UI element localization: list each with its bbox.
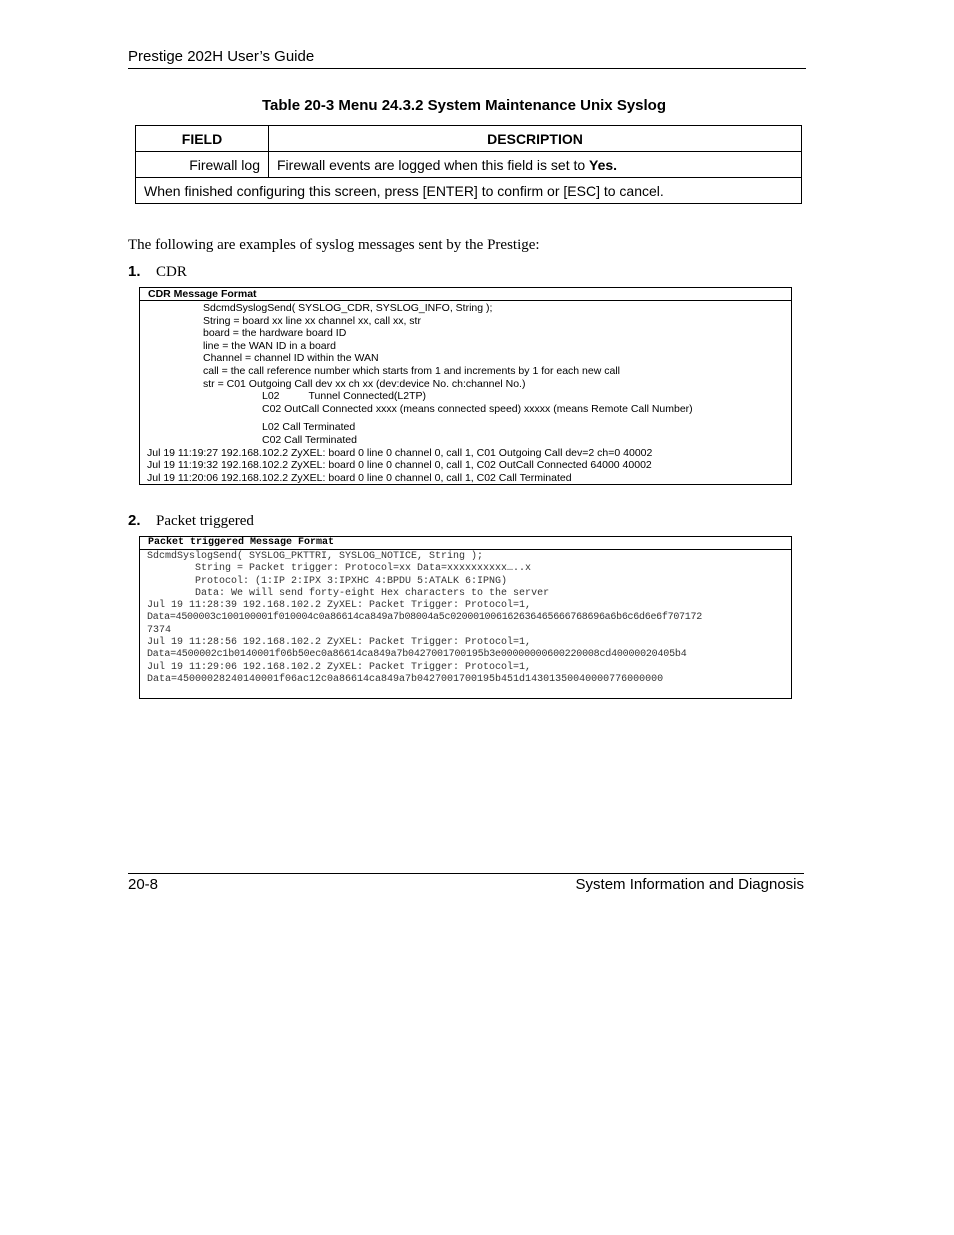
table-footer-note: When finished configuring this screen, press [ENTER] to confirm or [ESC] to cancel. bbox=[136, 178, 802, 204]
section-title: System Information and Diagnosis bbox=[575, 876, 804, 893]
cdr-log-line: Jul 19 11:19:27 192.168.102.2 ZyXEL: board 0 line 0 channel 0, call 1, C01 Outgoing Call dev=2 ch=0 40002 bbox=[147, 446, 653, 459]
intro-paragraph: The following are examples of syslog messages sent by the Prestige: bbox=[128, 237, 540, 253]
list-number: 1. bbox=[128, 263, 141, 280]
list-label: Packet triggered bbox=[156, 513, 254, 529]
packet-line: Data: We will send forty-eight Hex characters to the server bbox=[147, 587, 550, 599]
cdr-line: call = the call reference number which starts from 1 and increments by 1 for each new call bbox=[203, 364, 620, 377]
cdr-line: str = C01 Outgoing Call dev xx ch xx (dev:device No. ch:channel No.) bbox=[203, 377, 526, 390]
cdr-message-format-box bbox=[139, 287, 792, 485]
packet-line: String = Packet trigger: Protocol=xx Data=xxxxxxxxxx…..x bbox=[147, 563, 532, 575]
table-header-row bbox=[136, 126, 802, 152]
list-number: 2. bbox=[128, 512, 141, 529]
cdr-line: Channel = channel ID within the WAN bbox=[203, 352, 379, 365]
cdr-log-line: Jul 19 11:20:06 192.168.102.2 ZyXEL: board 0 line 0 channel 0, call 1, C02 Call Terminated bbox=[147, 471, 572, 484]
packet-triggered-format-box bbox=[139, 536, 792, 699]
field-cell: Firewall log bbox=[136, 152, 269, 178]
cdr-line: String = board xx line xx channel xx, call xx, str bbox=[203, 314, 421, 327]
packet-log-line: Jul 19 11:28:39 192.168.102.2 ZyXEL: Packet Trigger: Protocol=1, bbox=[147, 600, 532, 612]
description-bold-value: Yes. bbox=[589, 156, 618, 173]
cdr-line: L02 Tunnel Connected(L2TP) bbox=[262, 390, 427, 403]
column-header-field: FIELD bbox=[136, 126, 269, 152]
cdr-line: C02 OutCall Connected xxxx (means connected speed) xxxxx (means Remote Call Number) bbox=[262, 402, 693, 415]
description-cell bbox=[269, 152, 802, 178]
guide-title: Prestige 202H User’s Guide bbox=[128, 48, 315, 65]
packet-data-line: 7374 bbox=[147, 624, 172, 636]
cdr-log-line: Jul 19 11:19:32 192.168.102.2 ZyXEL: board 0 line 0 channel 0, call 1, C02 OutCall Connected 64000 40002 bbox=[147, 459, 652, 472]
cdr-line: line = the WAN ID in a board bbox=[203, 339, 336, 352]
cdr-line: L02 Call Terminated bbox=[262, 421, 356, 434]
description-text: Firewall events are logged when this field is set to bbox=[277, 156, 590, 173]
packet-log-line: Jul 19 11:28:56 192.168.102.2 ZyXEL: Packet Trigger: Protocol=1, bbox=[147, 637, 532, 649]
packet-log-line: Jul 19 11:29:06 192.168.102.2 ZyXEL: Packet Trigger: Protocol=1, bbox=[147, 661, 532, 673]
column-header-description: DESCRIPTION bbox=[269, 126, 802, 152]
page-number: 20-8 bbox=[128, 876, 159, 893]
cdr-box-title: CDR Message Format bbox=[140, 288, 791, 301]
packet-data-line: Data=4500002c1b0140001f06b50ec0a86614ca849a7b0427001700195b3e00000000600220008cd40000020405b4 bbox=[147, 649, 687, 661]
packet-data-line: Data=45000028240140001f06ac12c0a86614ca849a7b0427001700195b451d14301350040000776000000 bbox=[147, 673, 664, 685]
packet-line: Protocol: (1:IP 2:IPX 3:IPXHC 4:BPDU 5:ATALK 6:IPNG) bbox=[147, 575, 508, 587]
cdr-line: SdcmdSyslogSend( SYSLOG_CDR, SYSLOG_INFO, String ); bbox=[203, 302, 493, 314]
list-label: CDR bbox=[156, 264, 187, 280]
list-item-packet-triggered bbox=[128, 512, 254, 530]
page-header bbox=[128, 47, 806, 69]
table-footer-row bbox=[136, 178, 802, 204]
packet-line: SdcmdSyslogSend( SYSLOG_PKTTRI, SYSLOG_NOTICE, String ); bbox=[147, 551, 484, 562]
cdr-line: board = the hardware board ID bbox=[203, 327, 347, 340]
packet-data-line: Data=4500003c100100001f010004c0a86614ca849a7b08004a5c020001006162636465666768696a6b6c6d6e6f707172 bbox=[147, 612, 702, 624]
table-row bbox=[136, 152, 802, 178]
page-footer bbox=[128, 873, 804, 893]
packet-box-title: Packet triggered Message Format bbox=[140, 537, 791, 550]
cdr-line: C02 Call Terminated bbox=[262, 433, 357, 446]
table-caption: Table 20-3 Menu 24.3.2 System Maintenance Unix Syslog bbox=[261, 97, 667, 114]
field-description-table bbox=[135, 125, 802, 204]
list-item-cdr bbox=[128, 263, 187, 281]
